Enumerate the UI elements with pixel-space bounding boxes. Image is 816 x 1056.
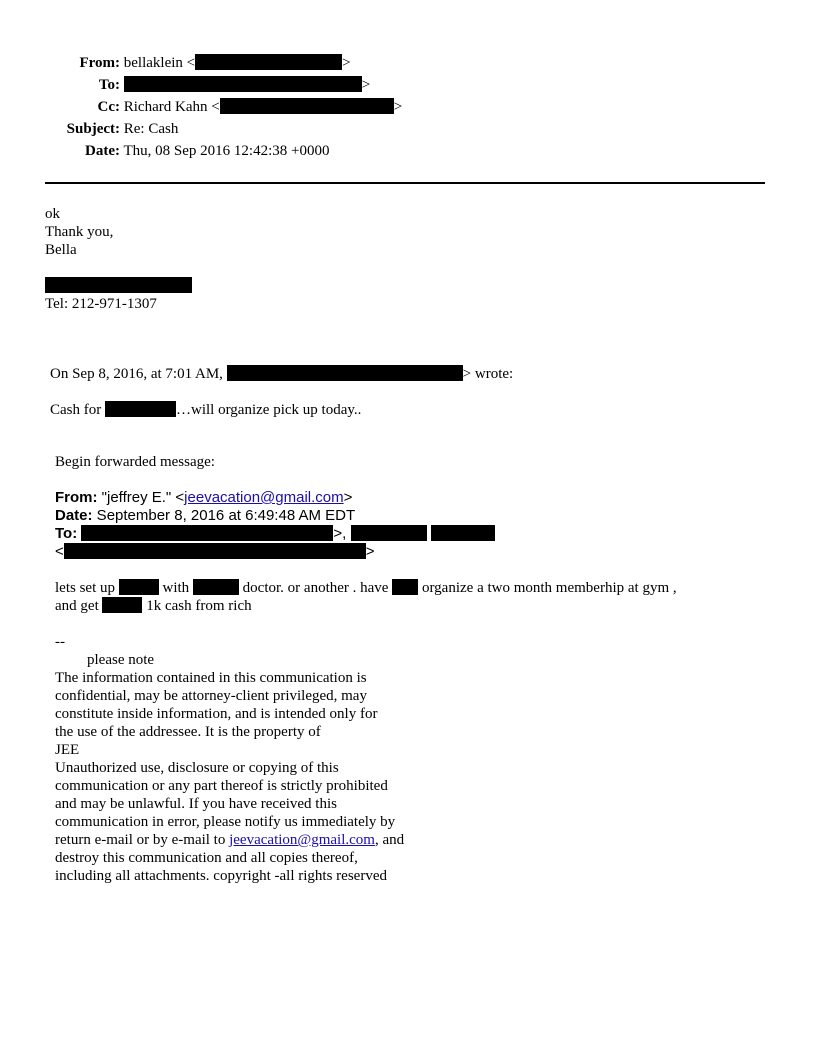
cash-line xyxy=(50,401,361,419)
message-line xyxy=(55,597,252,615)
header-cc-row xyxy=(45,98,402,116)
redaction xyxy=(105,401,176,417)
fwd-to-label: To: xyxy=(55,525,78,542)
redaction xyxy=(195,54,342,70)
header-subject-row xyxy=(45,120,178,138)
fwd-to-close: > xyxy=(365,543,375,560)
reply-line: Bella xyxy=(45,242,77,258)
fwd-date-row xyxy=(55,507,355,525)
reply-tel: Tel: 212-971-1307 xyxy=(45,296,157,312)
cash-prefix: Cash for xyxy=(50,402,102,418)
fwd-from-name: "jeffrey E." < xyxy=(97,489,185,506)
cash-suffix: …will organize pick up today.. xyxy=(176,402,362,418)
header-date-row xyxy=(45,142,329,160)
redaction xyxy=(64,543,366,559)
to-close: > xyxy=(361,77,371,93)
subject-value: Re: Cash xyxy=(123,121,179,137)
disclaimer-line: Unauthorized use, disclosure or copying of this xyxy=(55,760,339,776)
header-from-row xyxy=(45,54,351,72)
redaction xyxy=(431,525,495,541)
from-close: > xyxy=(342,55,351,71)
date-label: Date: xyxy=(85,143,120,159)
cc-name: Richard Kahn < xyxy=(123,99,220,115)
from-name: bellaklein < xyxy=(123,55,196,71)
fwd-to-row xyxy=(55,525,495,543)
message-text: doctor. or another . have xyxy=(242,580,389,596)
fwd-date-value: September 8, 2016 at 6:49:48 AM EDT xyxy=(92,507,356,524)
on-wrote-line xyxy=(50,365,513,383)
return-suffix: , and xyxy=(374,832,405,848)
signature-redaction-row xyxy=(45,277,192,295)
cc-label: Cc: xyxy=(97,99,120,115)
to-label: To: xyxy=(98,77,120,93)
message-text: 1k cash from rich xyxy=(146,598,252,614)
disclaimer-return-line xyxy=(55,831,404,849)
redaction xyxy=(119,579,159,595)
redaction xyxy=(45,277,192,293)
disclaimer-line: communication in error, please notify us immediately by xyxy=(55,814,396,830)
signature-dashes: -- xyxy=(55,634,65,650)
disclaimer-line: JEE xyxy=(55,742,80,758)
return-prefix: return e-mail or by e-mail to xyxy=(55,832,230,848)
header-divider xyxy=(45,182,765,184)
on-suffix: > wrote: xyxy=(462,366,514,382)
disclaimer-line: constitute inside information, and is intended only for xyxy=(55,706,378,722)
disclaimer-line: communication or any part thereof is strictly prohibited xyxy=(55,778,388,794)
redaction xyxy=(351,525,427,541)
return-email-link[interactable]: jeevacation@gmail.com xyxy=(229,832,375,848)
disclaimer-line: including all attachments. copyright -all rights reserved xyxy=(55,868,387,884)
disclaimer-line: and may be unlawful. If you have received this xyxy=(55,796,337,812)
fwd-to-open: < xyxy=(55,543,64,560)
fwd-date-label: Date: xyxy=(55,507,93,524)
fwd-from-label: From: xyxy=(55,489,98,506)
redaction xyxy=(392,579,418,595)
message-text: lets set up xyxy=(55,580,115,596)
date-value: Thu, 08 Sep 2016 12:42:38 +0000 xyxy=(123,143,330,159)
disclaimer-line: destroy this communication and all copies thereof, xyxy=(55,850,358,866)
redaction xyxy=(81,525,333,541)
redaction xyxy=(220,98,394,114)
reply-line: Thank you, xyxy=(45,224,114,240)
please-note: please note xyxy=(87,652,155,668)
message-text: organize a two month memberhip at gym , xyxy=(421,580,677,596)
from-label: From: xyxy=(79,55,120,71)
fwd-from-row xyxy=(55,489,352,507)
fwd-from-close: > xyxy=(343,489,353,506)
fwd-to-sep: >, xyxy=(333,525,347,542)
redaction xyxy=(227,365,463,381)
redaction xyxy=(102,597,142,613)
fwd-to-row-2 xyxy=(55,543,375,561)
disclaimer-line: confidential, may be attorney-client privileged, may xyxy=(55,688,367,704)
disclaimer-line: the use of the addressee. It is the property of xyxy=(55,724,321,740)
cc-close: > xyxy=(393,99,403,115)
redaction xyxy=(193,579,239,595)
message-text: and get xyxy=(55,598,99,614)
subject-label: Subject: xyxy=(66,121,120,137)
on-prefix: On Sep 8, 2016, at 7:01 AM, xyxy=(50,366,223,382)
header-to-row xyxy=(45,76,370,94)
message-line xyxy=(55,579,677,597)
redaction xyxy=(124,76,362,92)
begin-forwarded: Begin forwarded message: xyxy=(55,454,215,470)
disclaimer-line: The information contained in this communication is xyxy=(55,670,367,686)
message-text: with xyxy=(162,580,190,596)
fwd-from-email-link[interactable]: jeevacation@gmail.com xyxy=(184,489,344,506)
reply-line: ok xyxy=(45,206,60,222)
